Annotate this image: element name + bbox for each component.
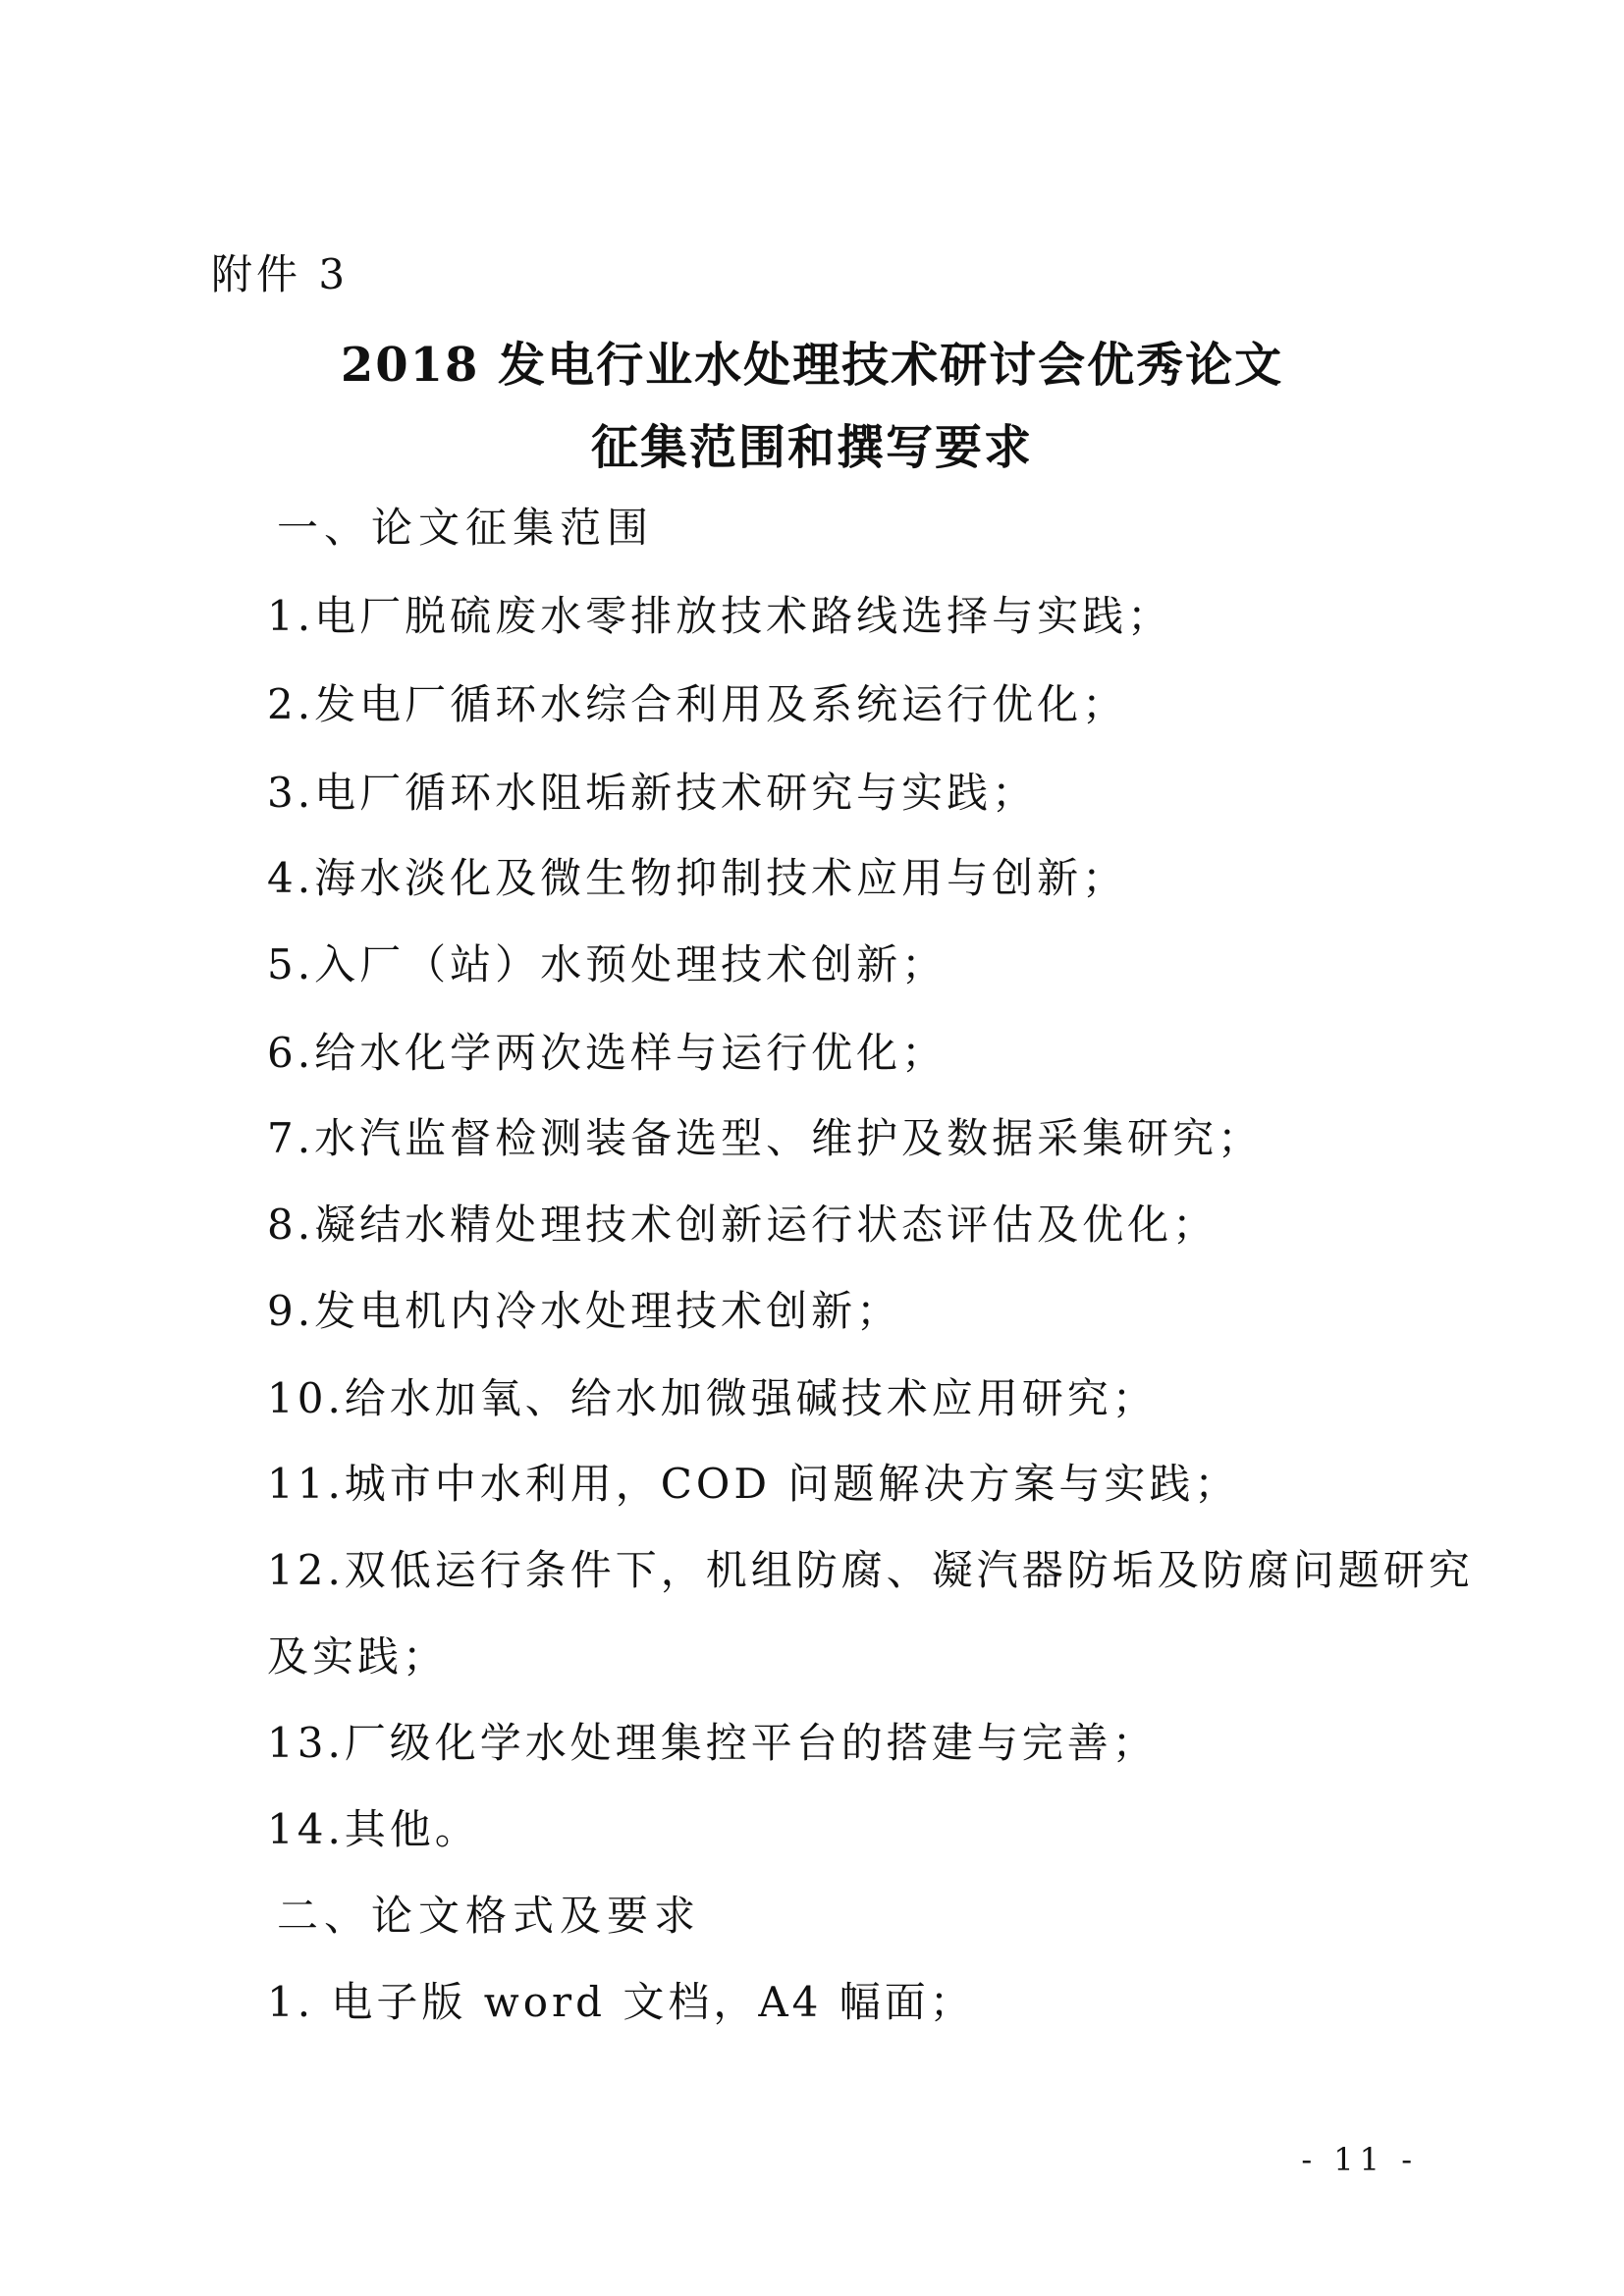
scope-item: 10.给水加氧、给水加微强碱技术应用研究； — [267, 1374, 1158, 1422]
scope-item: 9.发电机内冷水处理技术创新； — [267, 1287, 902, 1335]
scope-item: 1.电厂脱硫废水零排放技术路线选择与实践； — [267, 592, 1173, 640]
scope-item-continuation: 及实践； — [267, 1632, 449, 1681]
scope-item: 13.厂级化学水处理集控平台的搭建与完善； — [267, 1719, 1158, 1767]
document-title-line-1: 2018 发电行业水处理技术研讨会优秀论文 — [340, 338, 1284, 393]
scope-item: 14.其他。 — [267, 1805, 480, 1853]
format-item: 1. 电子版 word 文档，A4 幅面； — [267, 1978, 975, 2026]
scope-item: 12.双低运行条件下，机组防腐、凝汽器防垢及防腐问题研究 — [267, 1546, 1474, 1594]
attachment-label: 附件 3 — [211, 250, 350, 298]
page-number: - 11 - — [1301, 2141, 1418, 2178]
scope-item: 2.发电厂循环水综合利用及系统运行优化； — [267, 680, 1128, 728]
section-heading-format: 二、论文格式及要求 — [277, 1892, 702, 1940]
scope-item: 7.水汽监督检测装备选型、维护及数据采集研究； — [267, 1114, 1264, 1162]
section-heading-scope: 一、论文征集范围 — [277, 504, 655, 552]
document-title-line-2: 征集范围和撰写要求 — [590, 420, 1033, 475]
scope-item: 5.入厂（站）水预处理技术创新； — [267, 940, 947, 988]
scope-item: 8.凝结水精处理技术创新运行状态评估及优化； — [267, 1201, 1218, 1249]
scope-item: 6.给水化学两次选样与运行优化； — [267, 1029, 947, 1077]
scope-item: 11.城市中水利用，COD 问题解决方案与实践； — [267, 1460, 1240, 1508]
scope-item: 4.海水淡化及微生物抑制技术应用与创新； — [267, 854, 1128, 902]
scope-item: 3.电厂循环水阻垢新技术研究与实践； — [267, 769, 1038, 817]
